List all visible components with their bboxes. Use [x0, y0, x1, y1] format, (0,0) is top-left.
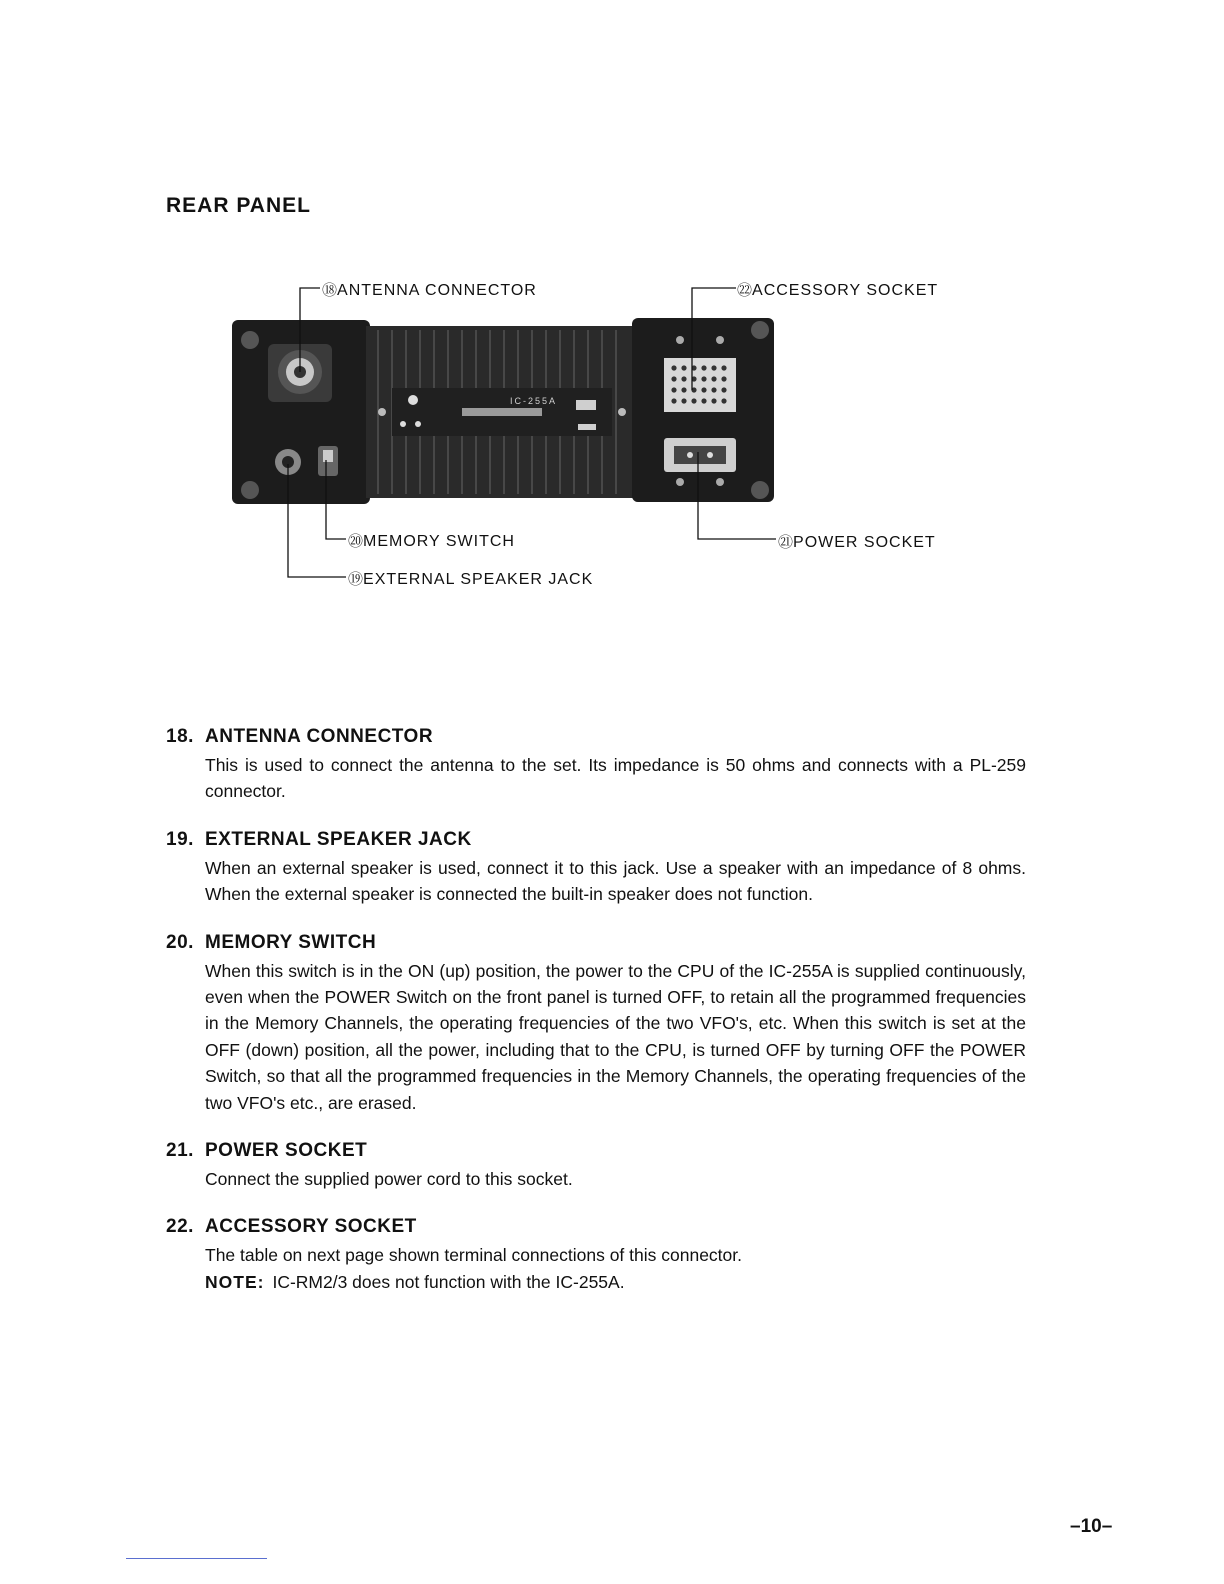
item-heading	[166, 1216, 1026, 1238]
power-socket	[664, 438, 736, 472]
rear-panel-diagram	[0, 0, 1224, 620]
label-screw	[408, 395, 418, 405]
item-number: 19.	[166, 828, 194, 850]
callout-number: ⑳	[348, 533, 364, 550]
item-external-speaker-jack	[166, 829, 1026, 908]
rear-panel-illustration	[0, 0, 1224, 620]
item-title: MEMORY SWITCH	[205, 931, 377, 953]
item-heading	[166, 932, 1026, 954]
right-screw-3	[676, 478, 684, 486]
item-descriptions	[166, 726, 1026, 1319]
corner-screw-bl	[241, 481, 259, 499]
item-heading	[166, 726, 1026, 748]
callout-label: ACCESSORY SOCKET	[752, 282, 939, 299]
callout-label: ANTENNA CONNECTOR	[337, 282, 537, 299]
right-screw-4	[716, 478, 724, 486]
item-body: When an external speaker is used, connect it to this jack. Use a speaker with an impedance of 8 ohms. When the external speaker is connected the built-in speaker does not function.	[205, 857, 1026, 905]
note-line	[205, 1269, 1026, 1295]
callout-memory-switch	[348, 530, 515, 551]
callout-accessory-socket	[737, 279, 938, 300]
item-title: ANTENNA CONNECTOR	[205, 726, 434, 747]
callout-label: MEMORY SWITCH	[363, 533, 515, 550]
callout-external-speaker-jack	[348, 568, 593, 589]
item-title: POWER SOCKET	[205, 1140, 368, 1162]
page-number: –10–	[1070, 1516, 1113, 1537]
callout-label: POWER SOCKET	[793, 534, 936, 551]
label-block-2	[578, 424, 596, 430]
callout-number: ⑲	[348, 571, 364, 588]
page-title: REAR PANEL	[166, 194, 311, 217]
callout-number: ㉒	[737, 282, 753, 299]
item-body: Connect the supplied power cord to this socket.	[205, 1169, 573, 1190]
item-heading	[166, 829, 1026, 851]
item-number: 21.	[166, 1140, 194, 1162]
note-label: NOTE:	[205, 1271, 265, 1292]
label-dot	[400, 421, 406, 427]
callout-power-socket	[778, 531, 936, 552]
item-title: ACCESSORY SOCKET	[205, 1216, 417, 1238]
link-underline	[126, 1558, 267, 1559]
callout-number: ㉑	[778, 534, 794, 551]
item-accessory-socket	[166, 1216, 1026, 1295]
label-highlight	[462, 408, 542, 416]
item-body: The table on next page shown terminal connections of this connector.	[205, 1245, 742, 1266]
item-power-socket	[166, 1140, 1026, 1192]
item-number: 18.	[166, 726, 194, 747]
item-title: EXTERNAL SPEAKER JACK	[205, 828, 472, 850]
corner-screw-tr	[751, 321, 769, 339]
item-body: When this switch is in the ON (up) position, the power to the CPU of the IC-255A is supplied continuously, even when the POWER Switch on the front panel is turned OFF, to retain all the programmed frequencies in the Memory Channels, the operating frequencies of the two VFO's, etc. When this switch is set at the OFF (down) position, all the power, including that to the CPU, is turned OFF by turning OFF the POWER Switch, so that all the programmed frequencies in the Memory Channels, the operating frequencies of the two VFO's etc., are erased.	[205, 960, 1026, 1113]
item-heading	[166, 1140, 1026, 1162]
callout-number: ⑱	[322, 282, 338, 299]
right-screw-2	[716, 336, 724, 344]
small-screw	[378, 408, 386, 416]
label-dot-2	[415, 421, 421, 427]
callout-antenna-connector	[322, 279, 537, 300]
item-number: 20.	[166, 931, 194, 953]
right-screw	[676, 336, 684, 344]
item-memory-switch	[166, 932, 1026, 1116]
accessory-socket	[664, 358, 736, 412]
memory-switch	[318, 446, 338, 476]
callout-label: EXTERNAL SPEAKER JACK	[363, 571, 594, 588]
note-text: IC-RM2/3 does not function with the IC-255A.	[272, 1271, 625, 1292]
corner-screw-br	[751, 481, 769, 499]
label-block	[576, 400, 596, 410]
item-body: This is used to connect the antenna to the set. Its impedance is 50 ohms and connects with a PL-259 connector.	[205, 755, 1026, 802]
panel-model-text: IC-255A	[510, 396, 558, 406]
item-number: 22.	[166, 1216, 194, 1238]
small-screw-2	[618, 408, 626, 416]
item-antenna-connector	[166, 726, 1026, 805]
corner-screw-tl	[241, 331, 259, 349]
